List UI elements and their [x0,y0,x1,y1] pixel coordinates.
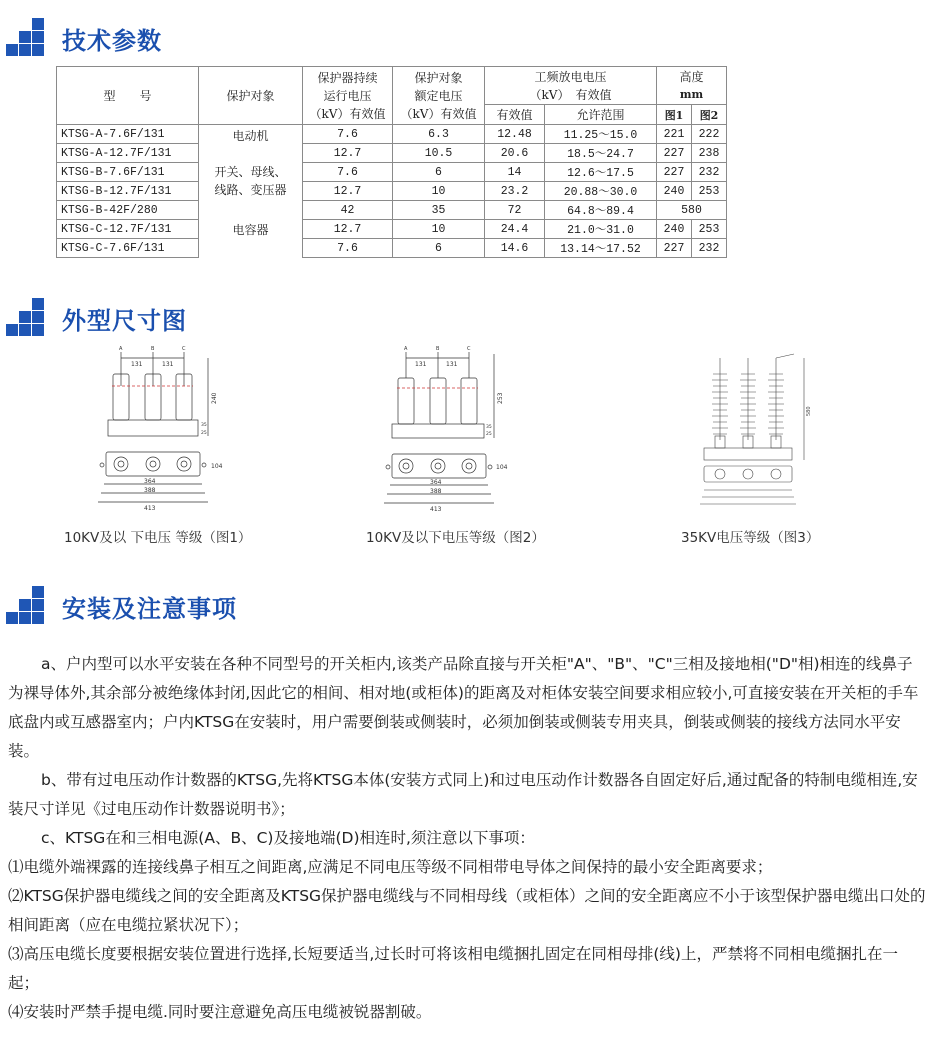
parameters-table [56,66,727,258]
svg-text:253: 253 [497,392,504,404]
figure-1-drawing [98,344,238,512]
section-title: 技术参数 [62,26,162,55]
header-rated-voltage: 保护对象 额定电压 （kV）有效值 [393,67,485,125]
insulator-a [712,358,728,448]
figure-3-drawing [696,352,830,508]
svg-text:C: C [182,346,186,352]
section-title: 安装及注意事项 [62,594,237,623]
figure-2-caption: 10KV及以下电压等级（图2） [366,530,545,546]
install-item-4: ⑷安装时严禁手提电缆.同时要注意避免高压电缆被锐器割破。 [8,1003,432,1021]
install-note-b: b、带有过电压动作计数器的KTSG,先将KTSG本体(安装方式同上)和过电压动作计数器各自固定好后,通过配备的特制电缆相连,安装尺寸详见《过电压动作计数器说明书》； [8,771,918,818]
header-cont-voltage: 保护器持续 运行电压 （kV）有效值 [303,67,393,125]
svg-text:413: 413 [430,506,442,512]
section-header-dims [6,298,187,338]
install-item-3: ⑶高压电缆长度要根据安装位置进行选择,长短要适当,过长时可将该相电缆捆扎固定在同相母排(线)上，严禁将不同相电缆捆扎在一起； [8,945,898,992]
svg-text:A: A [119,346,123,352]
svg-text:C: C [467,346,471,352]
header-model: 型 号 [57,67,199,125]
table-row: KTSG-C-12.7F/131 电容器 12.7 10 24.4 21.0～31.0 240 253 [57,220,727,239]
section-header-params [6,18,162,58]
blocks-icon [6,586,50,626]
insulator-c [768,358,784,448]
svg-text:580: 580 [806,406,812,416]
svg-text:388: 388 [430,488,442,495]
svg-text:25: 25 [201,431,207,436]
svg-text:131: 131 [446,361,458,368]
svg-text:131: 131 [162,361,174,368]
svg-text:388: 388 [144,487,156,494]
install-note-c: c、KTSG在和三相电源(A、B、C)及接地端(D)相连时,须注意以下事项： [41,829,535,847]
phase-labels [404,346,471,352]
table-row: KTSG-B-12.7F/131 12.7 10 23.2 20.88～30.0 240 253 [57,182,727,201]
install-note-a: a、户内型可以水平安装在各种不同型号的开关柜内,该类产品除直接与开关柜"A"、"B"、"C"三相及接地相("D"相)相连的线鼻子为裸导体外,其余部分被绝缘体封闭,因此它的相间、相对地(或柜体)的距离及对柜体安装空间要求相应较小,可直接安装在开关柜的手车底盘内或互感器室内；户内KTSG在安装时，用户需要倒装或侧装时，必须加倒装或侧装专用夹具，倒装或侧装的接线方法同水平安装。 [8,655,919,760]
table-row: KTSG-A-12.7F/131 12.7 10.5 20.6 18.5～24.7 227 238 [57,144,727,163]
figure-1-caption: 10KV及以 下电压 等级（图1） [64,530,252,546]
svg-text:A: A [404,346,408,352]
svg-text:364: 364 [430,479,442,486]
header-fig2: 图2 [692,105,727,125]
install-item-2: ⑵KTSG保护器电缆线之间的安全距离及KTSG保护器电缆线与不同相母线（或柜体）之间的安全距离应不小于该型保护器电缆出口处的相间距离（应在电缆拉紧状况下）； [8,887,926,934]
table-row: KTSG-C-7.6F/131 7.6 6 14.6 13.14～17.52 227 232 [57,239,727,258]
object-capacitor: 电容器 [199,220,303,258]
phase-labels [119,346,186,352]
table-row: KTSG-A-7.6F/131 电动机 7.6 6.3 12.48 11.25～15.0 221 222 [57,125,727,144]
insulator-b [740,358,756,448]
header-range: 允许范围 [545,105,657,125]
svg-text:35: 35 [486,425,492,430]
svg-text:131: 131 [131,361,143,368]
svg-text:B: B [151,346,155,352]
table-header-row [57,67,727,87]
table-row: KTSG-B-42F/280 42 35 72 64.8～89.4 580 [57,201,727,220]
svg-text:104: 104 [496,464,508,471]
svg-text:240: 240 [211,392,218,404]
svg-text:131: 131 [415,361,427,368]
blocks-icon [6,18,50,58]
svg-text:35: 35 [201,423,207,428]
object-switch: 开关、母线、 线路、变压器 [199,163,303,220]
install-item-1: ⑴电缆外端裸露的连接线鼻子相互之间距离,应满足不同电压等级不同相带电导体之间保持的最小安全距离要求； [8,858,773,876]
header-object: 保护对象 [199,67,303,125]
object-motor: 电动机 [199,125,303,163]
svg-text:B: B [436,346,440,352]
svg-text:104: 104 [211,463,223,470]
figure-3-caption: 35KV电压等级（图3） [681,530,820,546]
figure-2-drawing [384,344,524,512]
section-title: 外型尺寸图 [62,306,187,335]
svg-text:413: 413 [144,505,156,512]
header-eff: 有效值 [485,105,545,125]
header-height: 高度 mm [657,67,727,105]
header-fig1: 图1 [657,105,692,125]
table-row: KTSG-B-7.6F/131 开关、母线、 线路、变压器 7.6 6 14 12.6～17.5 227 232 [57,163,727,182]
blocks-icon [6,298,50,338]
section-header-install [6,586,237,626]
install-notes [8,650,926,1027]
header-power-freq: 工频放电电压 （kV） 有效值 [485,67,657,105]
svg-text:25: 25 [486,432,492,437]
svg-text:364: 364 [144,478,156,485]
